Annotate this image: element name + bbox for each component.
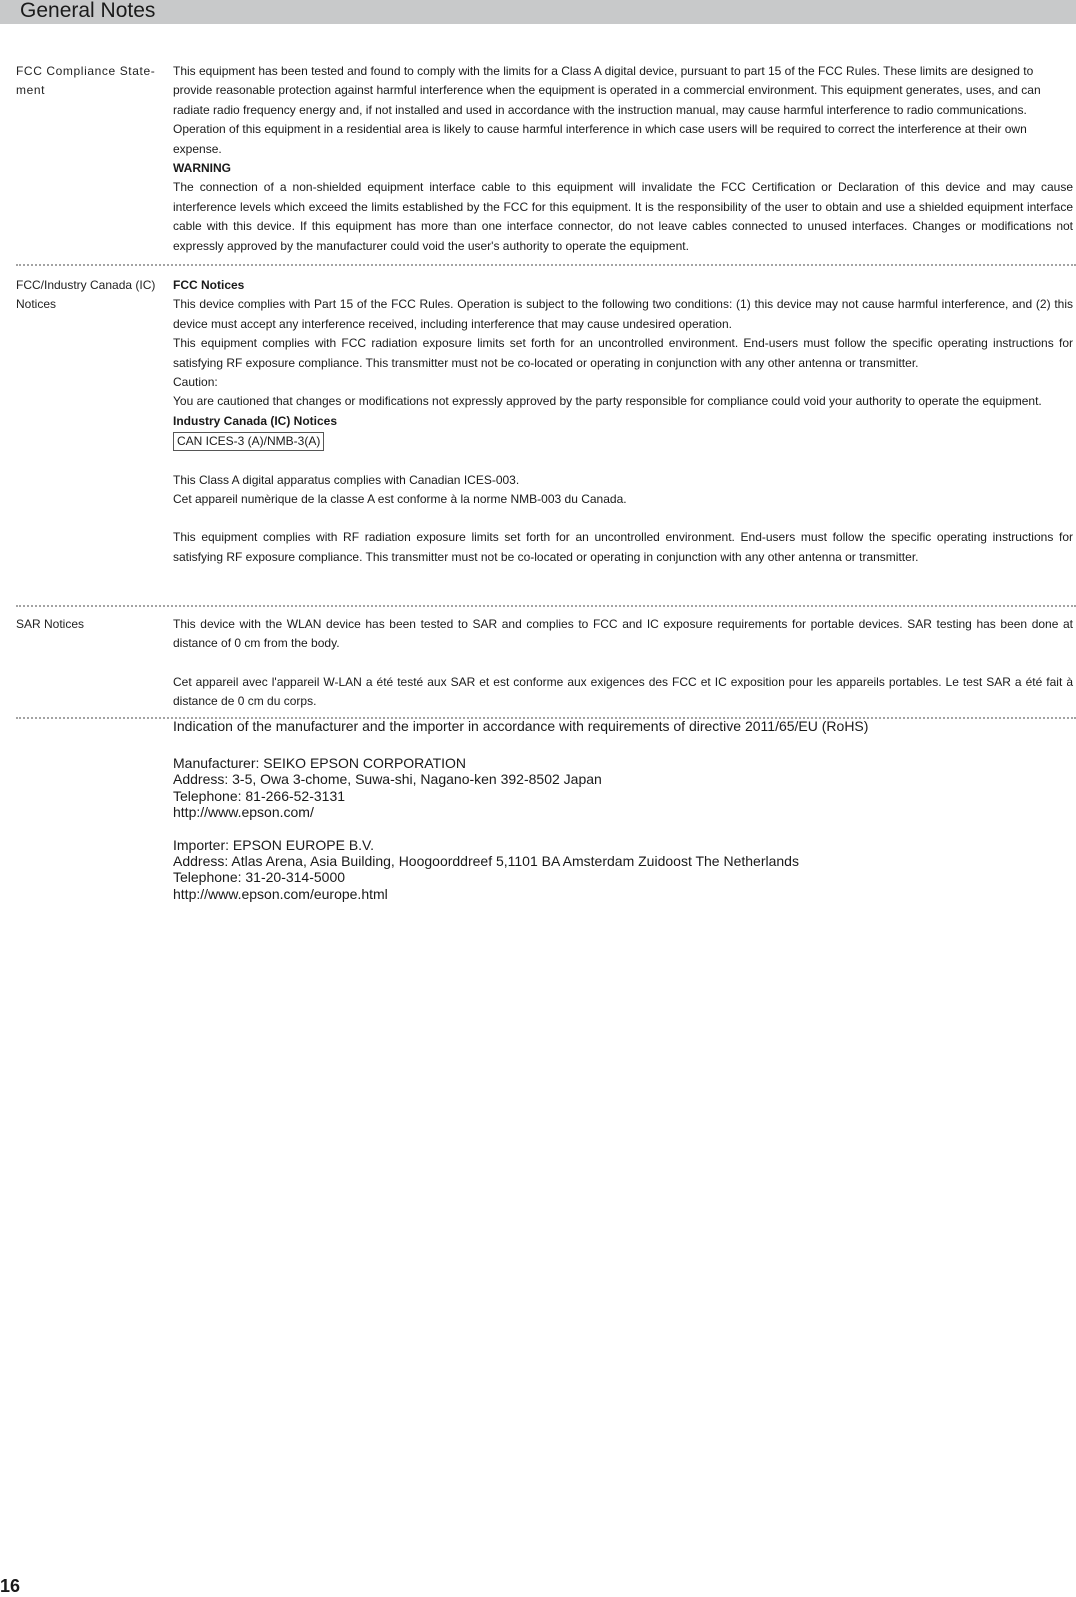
rohs-title: Indication of the manufacturer and the importer in accordance with requirements of directive 2011/65/EU (RoHS) (173, 718, 869, 734)
page-number: 16 (0, 1576, 21, 1596)
section-label-sar: SAR Notices (16, 617, 85, 631)
ic-notices-heading: Industry Canada (IC) Notices (173, 413, 338, 428)
section-body-fcc-ic (173, 276, 1073, 567)
paragraph: This equipment complies with RF radiation exposure limits set forth for an uncontrolled environment. End-users must follow the specific operating instructions for satisfying RF exposure compliance. This transmitter must not be co-located or operating in conjunction with any other antenna or transmitter. (173, 530, 1073, 564)
section-label-fcc-compliance (16, 62, 162, 101)
section-body-fcc-compliance (173, 62, 1073, 256)
warning-heading: WARNING (173, 161, 231, 176)
manufacturer-url: http://www.epson.com/ (173, 804, 314, 821)
label-line: Notices (16, 297, 57, 312)
page-title: General Notes (20, 0, 156, 22)
paragraph: Cet appareil numèrique de la classe A est conforme à la norme NMB-003 du Canada. (173, 492, 627, 507)
label-line: FCC/Industry Canada (IC) (16, 278, 156, 292)
paragraph: This device with the WLAN device has been tested to SAR and complies to FCC and IC exposure requirements for portable devices. SAR testing has been done at distance of 0 cm from the body. (173, 617, 1073, 651)
fcc-notices-heading: FCC Notices (173, 278, 245, 292)
paragraph: This equipment has been tested and found to comply with the limits for a Class A digital device, pursuant to part 15 of the FCC Rules. These limits are designed to provide reasonable protection against harmful interference when the equipment is operated in a commercial environment. This equipment generates, uses, and can radiate radio frequency energy and, if not installed and used in accordance with the instruction manual, may cause harmful interference to radio communications. Operation of this equipment in a residential area is likely to cause harmful interference in which case users will be required to correct the interference at their own expense. (173, 64, 1041, 156)
paragraph: The connection of a non-shielded equipment interface cable to this equipment will invalidate the FCC Certification or Declaration of this device and may cause interference levels which exceed the limits established by the FCC for this equipment. It is the responsibility of the user to obtain and use a shielded equipment interface cable with this device. If this equipment has more than one interface connector, do not leave cables connected to unused interfaces. Changes or modifications not expressly approved by the manufacturer could void the user's authority to operate the equipment. (173, 180, 1073, 253)
rohs-block (173, 717, 1063, 902)
section-body-sar (173, 615, 1073, 712)
paragraph: This equipment complies with FCC radiation exposure limits set forth for an uncontrolled environment. End-users must follow the specific operating instructions for satisfying RF exposure compliance. This transmitter must not be co-located or operating in conjunction with any other antenna or transmitter. (173, 336, 1073, 370)
section-label-fcc-ic (16, 276, 162, 315)
importer-address: Address: Atlas Arena, Asia Building, Hoogoorddreef 5,1101 BA Amsterdam Zuidoost The Netherlands (173, 853, 799, 870)
paragraph: This device complies with Part 15 of the FCC Rules. Operation is subject to the following two conditions: (1) this device may not cause harmful interference, and (2) this device must accept any interference received, including interference that may cause undesired operation. (173, 297, 1073, 331)
label-line: ment (16, 83, 46, 98)
importer-phone: Telephone: 31-20-314-5000 (173, 869, 346, 886)
section-divider (16, 264, 1076, 266)
header-band (0, 0, 1076, 24)
ic-label-box: CAN ICES-3 (A)/NMB-3(A) (173, 432, 324, 451)
manufacturer-name: Manufacturer: SEIKO EPSON CORPORATION (173, 755, 467, 771)
importer-url: http://www.epson.com/europe.html (173, 885, 388, 902)
caution-heading: Caution: (173, 375, 218, 390)
paragraph: Cet appareil avec l'appareil W-LAN a été testé aux SAR et est conforme aux exigences des FCC et IC exposition pour les appareils portables. Le test SAR a été fait à distance de 0 cm du corps. (173, 674, 1073, 709)
importer-name: Importer: EPSON EUROPE B.V. (173, 836, 374, 853)
label-line: FCC Compliance State- (16, 64, 156, 78)
manufacturer-phone: Telephone: 81-266-52-3131 (173, 787, 346, 804)
paragraph: This Class A digital apparatus complies with Canadian ICES-003. (173, 472, 520, 487)
paragraph: You are cautioned that changes or modifications not expressly approved by the party responsible for compliance could void your authority to operate the equipment. (173, 394, 1042, 409)
manufacturer-address: Address: 3-5, Owa 3-chome, Suwa-shi, Nagano-ken 392-8502 Japan (173, 771, 602, 788)
section-divider (16, 605, 1076, 607)
